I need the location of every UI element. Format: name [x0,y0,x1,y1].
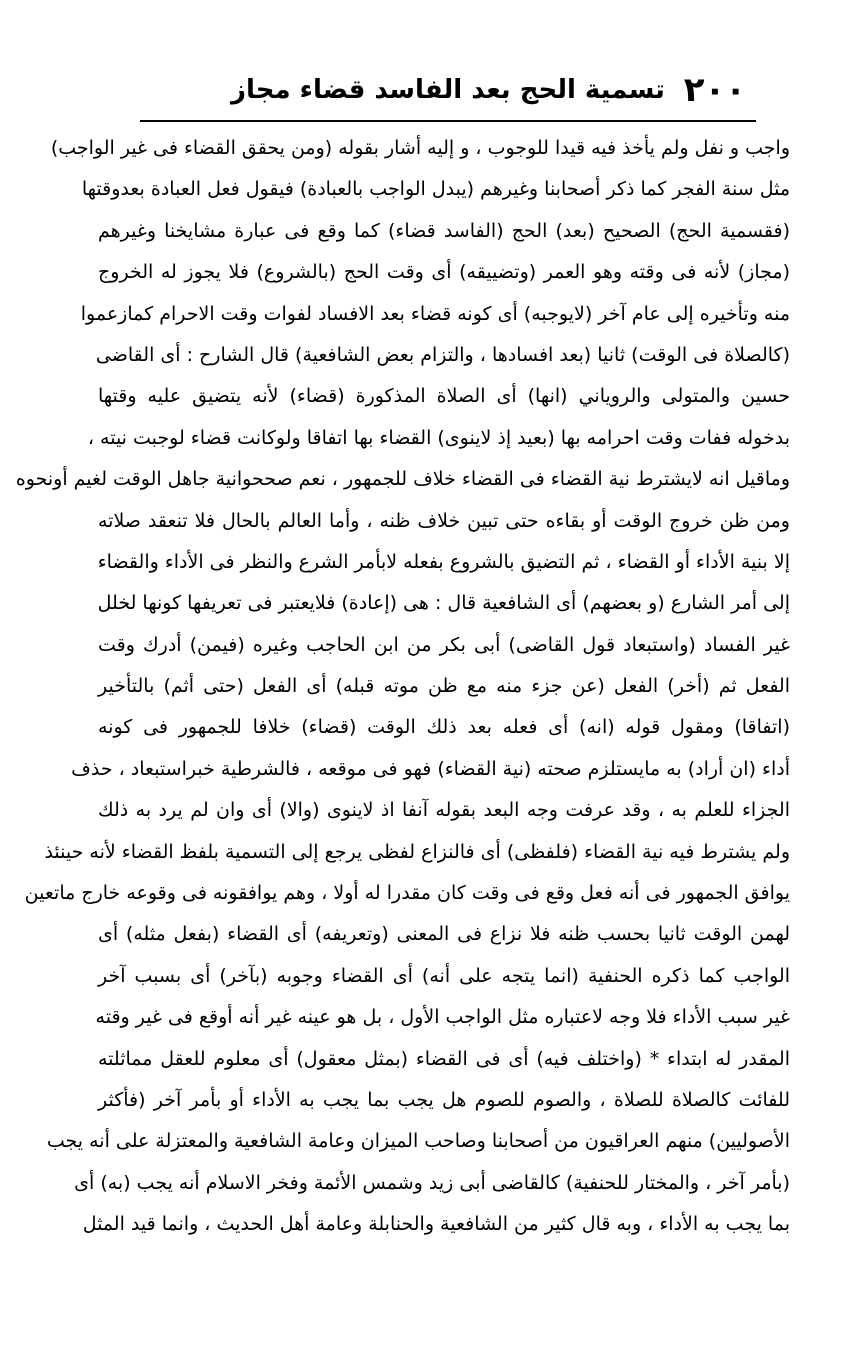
text-line: الواجب كما ذكره الحنفية (انما يتجه على أنه) أى القضاء وجوبه (بآخر) أى بسبب آخر [98,964,790,987]
text-line: يوافق الجمهور فى أنه فعل وقع فى وقت كان مقدرا له أولا ، وهم يوافقونه فى وقوعه خارج ماتعين [24,882,790,905]
body-text [15,128,790,1246]
text-line: ومن ظن خروج الوقت أو بقاءه حتى تبين خلاف ظنه ، وأما العالم بالحال فلا تنعقد صلاته [98,509,790,532]
header-rule [140,120,756,122]
text-line: لهمن الوقت ثانيا بحسب ظنه فلا نزاع فى المعنى (وتعريفه) أى القضاء (بفعل مثله) أى [98,923,790,946]
text-line: (مجاز) لأنه فى وقته وهو العمر (وتضييقه) أى وقت الحج (بالشروع) فلا يجوز له الخروج [98,261,790,284]
text-line: (فقسمية الحج) الصحيح (بعد) الحج (الفاسد قضاء) كما وقع فى عبارة مشايخنا وغيرهم [98,219,790,242]
page-number: ٢٠٠ [683,70,746,110]
text-line: للفائت كالصلاة للصلاة ، والصوم للصوم هل يجب بما يجب به الأداء أو بأمر آخر (فأكثر [98,1088,790,1111]
text-line: (اتفاقا) ومقول قوله (انه) أى فعله بعد ذلك الوقت (قضاء) خلافا للجمهور فى كونه [98,716,790,739]
text-line: (بأمر آخر ، والمختار للحنفية) كالقاضى أبى زيد وشمس الأئمة وفخر الاسلام أنه يجب (به) أى [74,1171,790,1194]
text-line: غير سبب الأداء فلا وجه لاعتباره مثل الواجب الأول ، بل هو عينه غير أنه أوقع فى غير وقته [95,1006,790,1029]
text-line: وماقيل انه لايشترط نية القضاء فى القضاء خلاف للجمهور ، نعم صححوانية جاهل الوقت لغيم أونحوه [15,468,790,491]
text-line: إلا بنية الأداء أو القضاء ، ثم التضيق بالشروع بفعله لابأمر الشرع والنظر فى الأداء والقضاء [97,550,790,573]
text-line: ولم يشترط فيه نية القضاء (فلفظى) أى فالنزاع لفظى يرجع إلى التسمية بلفظ القضاء لأنه حينئذ [44,840,790,863]
text-line: إلى أمر الشارع (و بعضهم) أى الشافعية قال : هى (إعادة) فلايعتبر فى تعريفها كونها لخلل [97,592,790,615]
text-line: مثل سنة الفجر كما ذكر أصحابنا وغيرهم (يبدل الواجب بالعبادة) فيقول فعل العبادة بعدوقتها [81,178,790,201]
text-line: الجزاء للعلم به ، وقد عرفت وجه البعد بقوله آنفا اذ لاينوى (والا) أى وان لم يرد به ذلك [98,799,790,822]
text-line: بدخوله ففات وقت احرامه بها (بعيد إذ لاينوى) القضاء بها اتفاقا ولوكانت قضاء لوجبت نيته ، [87,426,790,449]
text-line: بما يجب به الأداء ، وبه قال كثير من الشافعية والحنابلة وعامة أهل الحديث ، وانما قيد المثل [82,1213,790,1236]
text-line: منه وتأخيره إلى عام آخر (لايوجبه) أى كونه قضاء بعد الافساد لفوات وقت الاحرام كمازعموا [80,302,790,325]
text-line: الفعل ثم (أخر) الفعل (عن جزء منه مع ظن موته قبله) أى الفعل (حتى أثم) بالتأخير [98,675,790,698]
text-line: المقدر له ابتداء * (واختلف فيه) أى فى القضاء (بمثل معقول) أى معلوم للعقل مماثلته [98,1047,790,1070]
text-line: حسين والمتولى والروياني (انها) أى الصلاة المذكورة (قضاء) لأنه يتضيق عليه وقتها [98,385,790,408]
running-title: تسمية الحج بعد الفاسد قضاء مجاز [231,75,665,105]
text-line: واجب و نفل ولم يأخذ فيه قيدا للوجوب ، و إليه أشار بقوله (ومن يحقق القضاء فى غير الواجب) [50,137,790,159]
page-header [140,64,756,116]
text-line: أداء (ان أراد) به مايستلزم صحته (نية القضاء) فهو فى موقعه ، فالشرطية خبراستبعاد ، حذف [71,757,790,780]
text-line: الأصوليين) منهم العراقيون من أصحابنا وصاحب الميزان وعامة الشافعية والمعتزلة على أنه يجب [46,1130,790,1153]
text-line: (كالصلاة فى الوقت) ثانيا (بعد افسادها ، والتزام بعض الشافعية) قال الشارح : أى القاضى [95,343,790,366]
text-line: غير الفساد (واستبعاد قول القاضى) أبى بكر من ابن الحاجب وغيره (فيمن) أدرك وقت [98,633,790,656]
